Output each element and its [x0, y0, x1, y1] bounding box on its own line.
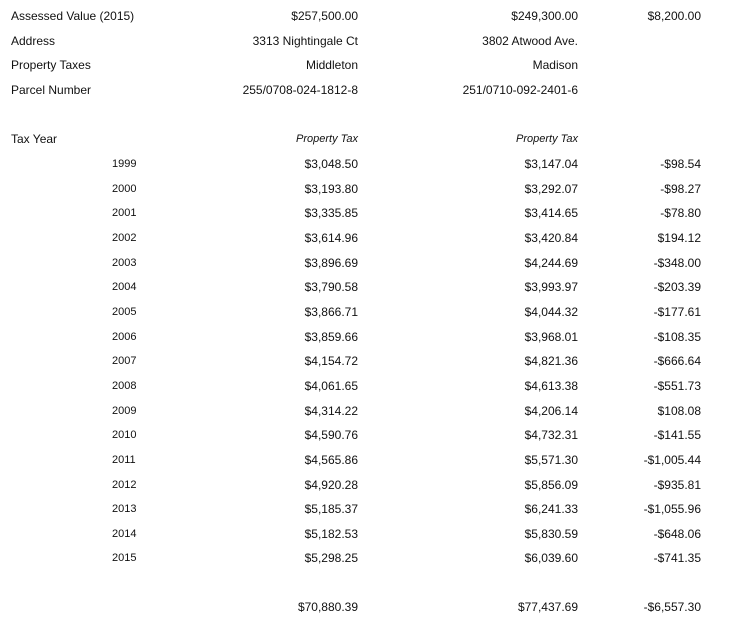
property-2-tax: $4,244.69: [524, 256, 578, 270]
year: 2008: [112, 380, 137, 392]
property-2-tax: $3,414.65: [524, 206, 578, 220]
tax-difference: -$935.81: [653, 478, 701, 492]
year: 2014: [112, 528, 137, 540]
table-row: [0, 181, 733, 197]
year: 2001: [112, 207, 137, 219]
totals-row: [0, 599, 733, 615]
year: 2012: [112, 479, 137, 491]
property-2-tax: $5,571.30: [524, 453, 578, 467]
year: 1999: [112, 158, 137, 170]
property-1-tax-header: Property Tax: [296, 133, 358, 145]
property-2-tax: $6,241.33: [524, 502, 578, 516]
property-1-value: Middleton: [305, 58, 358, 72]
row-label: Property Taxes: [11, 58, 91, 72]
table-row: [0, 477, 733, 493]
table-row: [0, 230, 733, 246]
table-row: [0, 205, 733, 221]
property-1-value: 3313 Nightingale Ct: [252, 34, 358, 48]
year: 2009: [112, 405, 137, 417]
property-1-tax: $4,920.28: [304, 478, 358, 492]
year: 2000: [112, 183, 137, 195]
tax-difference: -$1,005.44: [643, 453, 701, 467]
property-1-tax: $3,193.80: [304, 182, 358, 196]
tax-difference: -$177.61: [653, 305, 701, 319]
row-label: Address: [11, 34, 56, 48]
property-1-tax: $3,859.66: [304, 330, 358, 344]
property-2-value: Madison: [532, 58, 578, 72]
property-2-value: $249,300.00: [511, 9, 578, 23]
table-row: [0, 156, 733, 172]
year: 2003: [112, 257, 137, 269]
property-2-tax: $3,968.01: [524, 330, 578, 344]
property-2-tax: $4,206.14: [524, 404, 578, 418]
property-1-tax: $4,061.65: [304, 379, 358, 393]
property-2-value: 251/0710-092-2401-6: [462, 83, 578, 97]
year: 2005: [112, 306, 137, 318]
tax-difference: -$141.55: [653, 428, 701, 442]
tax-year-header: Tax Year: [11, 132, 58, 146]
table-row: [0, 427, 733, 443]
table-row: [0, 255, 733, 271]
table-header: [0, 131, 733, 147]
property-2-tax: $6,039.60: [524, 551, 578, 565]
tax-difference: -$741.35: [653, 551, 701, 565]
difference-total: -$6,557.30: [643, 600, 701, 614]
tax-difference: -$348.00: [653, 256, 701, 270]
property-2-tax: $4,732.31: [524, 428, 578, 442]
property-2-tax: $4,613.38: [524, 379, 578, 393]
year: 2010: [112, 429, 137, 441]
tax-difference: -$78.80: [660, 206, 701, 220]
property-2-tax: $4,044.32: [524, 305, 578, 319]
row-label: Assessed Value (2015): [11, 9, 135, 23]
year: 2006: [112, 331, 137, 343]
property-1-value: 255/0708-024-1812-8: [242, 83, 358, 97]
tax-difference: -$666.64: [653, 354, 701, 368]
year: 2004: [112, 281, 137, 293]
property-1-tax: $3,335.85: [304, 206, 358, 220]
table-row: [0, 501, 733, 517]
table-row: [0, 526, 733, 542]
property-2-tax: $5,856.09: [524, 478, 578, 492]
tax-difference: -$98.27: [660, 182, 701, 196]
header-row-assessed-value: [0, 8, 733, 24]
tax-difference: -$108.35: [653, 330, 701, 344]
table-row: [0, 329, 733, 345]
property-1-tax: $5,185.37: [304, 502, 358, 516]
property-1-tax: $3,048.50: [304, 157, 358, 171]
property-1-tax: $5,182.53: [304, 527, 358, 541]
property-1-tax: $4,154.72: [304, 354, 358, 368]
property-2-total: $77,437.69: [517, 600, 578, 614]
property-1-value: $257,500.00: [291, 9, 358, 23]
table-row: [0, 550, 733, 566]
property-2-tax: $3,147.04: [524, 157, 578, 171]
tax-difference: -$203.39: [653, 280, 701, 294]
difference-value: $8,200.00: [647, 9, 701, 23]
tax-difference: -$648.06: [653, 527, 701, 541]
property-2-tax: $5,830.59: [524, 527, 578, 541]
header-row-address: [0, 33, 733, 49]
tax-difference: $108.08: [657, 404, 701, 418]
year: 2015: [112, 552, 137, 564]
year: 2002: [112, 232, 137, 244]
year: 2007: [112, 355, 137, 367]
property-1-tax: $3,614.96: [304, 231, 358, 245]
property-2-tax: $3,420.84: [524, 231, 578, 245]
table-row: [0, 452, 733, 468]
property-1-tax: $3,866.71: [304, 305, 358, 319]
tax-difference: -$551.73: [653, 379, 701, 393]
tax-difference: -$1,055.96: [643, 502, 701, 516]
property-2-tax: $4,821.36: [524, 354, 578, 368]
table-row: [0, 378, 733, 394]
property-2-value: 3802 Atwood Ave.: [482, 34, 578, 48]
year: 2013: [112, 503, 137, 515]
row-label: Parcel Number: [11, 83, 92, 97]
table-row: [0, 353, 733, 369]
property-1-tax: $3,896.69: [304, 256, 358, 270]
header-row-property-taxes: [0, 57, 733, 73]
tax-difference: $194.12: [657, 231, 701, 245]
tax-difference: -$98.54: [660, 157, 701, 171]
table-row: [0, 279, 733, 295]
property-1-tax: $3,790.58: [304, 280, 358, 294]
property-1-tax: $4,314.22: [304, 404, 358, 418]
property-1-tax: $4,590.76: [304, 428, 358, 442]
table-row: [0, 304, 733, 320]
property-2-tax: $3,292.07: [524, 182, 578, 196]
property-2-tax-header: Property Tax: [516, 133, 578, 145]
property-1-total: $70,880.39: [297, 600, 358, 614]
property-1-tax: $5,298.25: [304, 551, 358, 565]
year: 2011: [112, 454, 136, 466]
table-row: [0, 403, 733, 419]
property-1-tax: $4,565.86: [304, 453, 358, 467]
header-row-parcel-number: [0, 82, 733, 98]
property-2-tax: $3,993.97: [524, 280, 578, 294]
